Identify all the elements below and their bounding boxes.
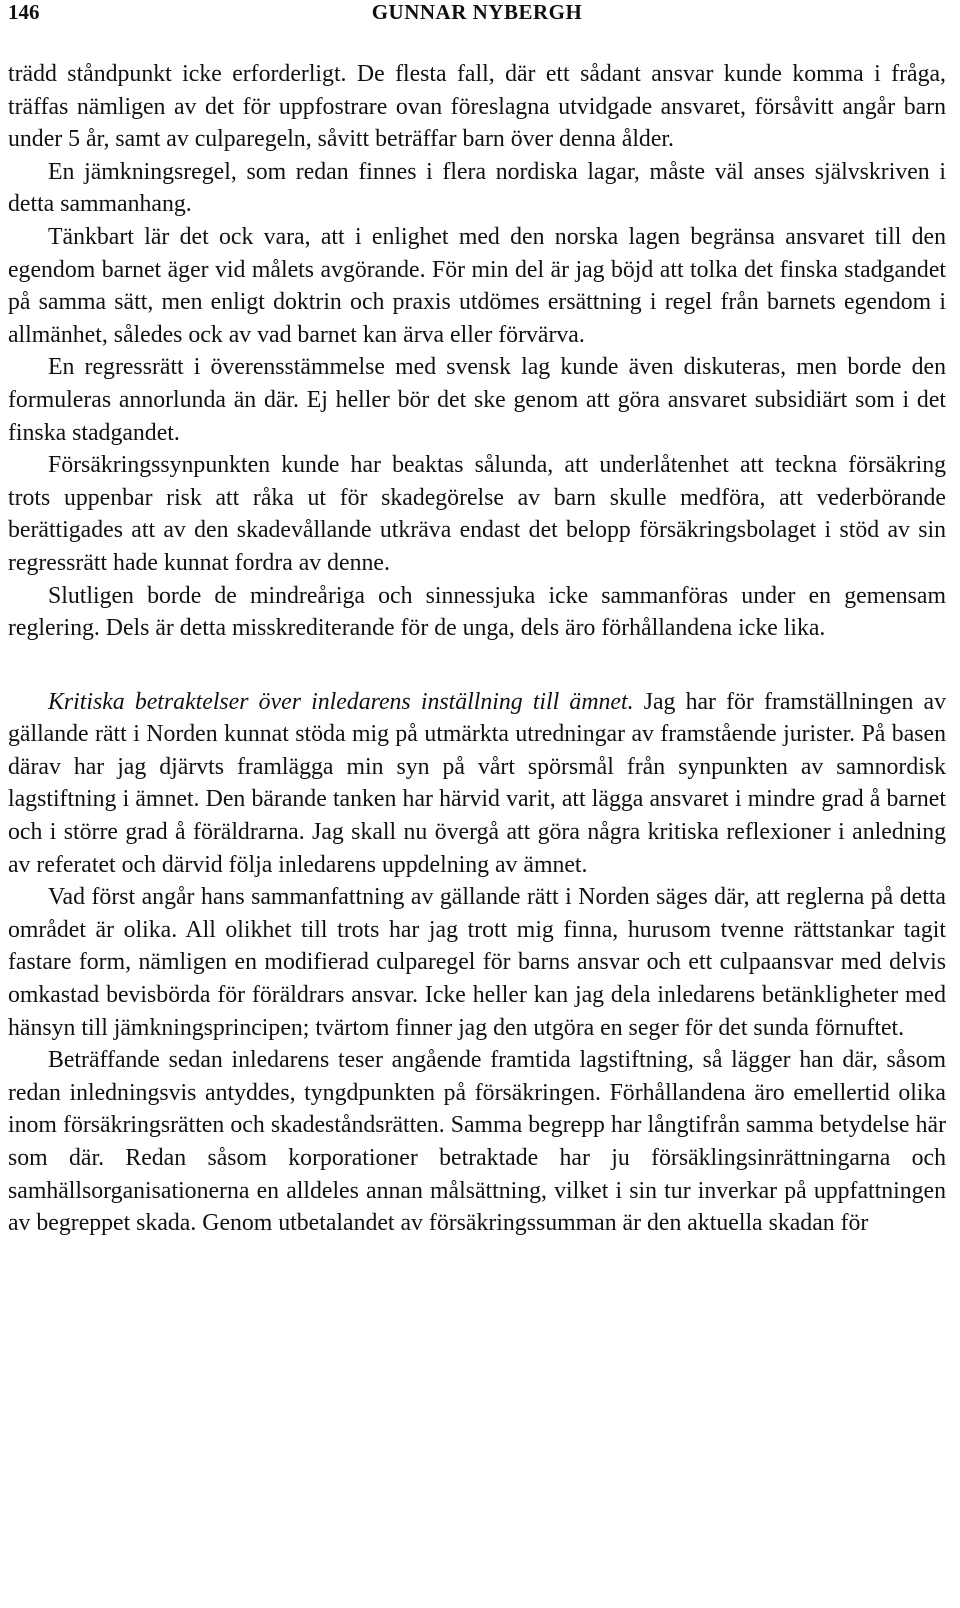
running-head: GUNNAR NYBERGH	[371, 0, 583, 24]
paragraph: Tänkbart lär det ock vara, att i enlighet med den norska lagen begränsa ansvaret till den egendom barnet äger vid målets avgörande. För min del är jag böjd att tolka det finska stadgandet på samma sätt, men enligt doktrin och praxis utdömes ersättning i regel från barnets egendom i allmänhet, således ock av vad barnet kan ärva eller förvärva.	[8, 223, 946, 348]
section-heading: Kritiska betraktelser över inledarens inställning till ämnet.	[48, 688, 634, 715]
paragraph: Försäkringssynpunkten kunde har beaktas sålunda, att underlåtenhet att teckna försäkring trots uppenbar risk att råka ut för skadegörelse av barn skulle medföra, att vederbörande berättigades att av den skadevållande utkräva endast det belopp försäkringsbolaget i stöd av sin regressrätt hade kunnat fordra av denne.	[8, 452, 946, 576]
body-text	[8, 58, 946, 1240]
section-paragraph	[8, 686, 946, 882]
paragraph: Slutligen borde de mindreåriga och sinnessjuka icke sammanföras under en gemensam reglering. Dels är detta misskrediterande för de unga, dels äro förhållandena icke lika.	[8, 582, 946, 642]
paragraph: En jämkningsregel, som redan finnes i flera nordiska lagar, måste väl anses självskriven i detta sammanhang.	[8, 158, 946, 218]
paragraph: Vad först angår hans sammanfattning av gällande rätt i Norden säges där, att reglerna på detta området är olika. All olikhet till trots har jag trott mig finna, hurusom tvenne rättstankar tagit fastare form, nämligen en modifierad culparegel för barns ansvar och ett culpaansvar med delvis omkastad bevisbörda för föräldrars ansvar. Icke heller kan jag dela inledarens betänkligheter med hänsyn till jämkningsprincipen; tvärtom finner jag den utgöra en seger för det sunda förnuftet.	[8, 884, 946, 1041]
section-paragraph-text: Jag har för framställningen av gällande rätt i Norden kunnat stöda mig på utmärkta utredningar av framstående jurister. På basen därav har jag djärvts framlägga min syn på vårt spörsmål från synpunkten av samnordisk lagstiftning i ämnet. Den bärande tanken har härvid varit, att lägga ansvaret i mindre grad å barnet och i större grad å föräldrarna. Jag skall nu övergå att göra några kritiska reflexioner i anledning av referatet och därvid följa inledarens uppdelning av ämnet.	[8, 688, 946, 878]
page-number: 146	[8, 0, 40, 24]
paragraph: Beträffande sedan inledarens teser angående framtida lagstiftning, så lägger han där, såsom redan inledningsvis antyddes, tyngdpunkten på försäkringen. Förhållandena äro emellertid olika inom försäkringsrätten och skadeståndsrätten. Samma begrepp har långtifrån samma betydelse här som där. Redan såsom korporationer betraktade har ju försäklingsinrättningarna och samhällsorganisationerna en alldeles annan målsättning, vilket i sin tur inverkar på uppfattningen av begreppet skada. Genom utbetalandet av försäkringssumman är den aktuella skadan för	[8, 1047, 946, 1237]
paragraph: trädd ståndpunkt icke erforderligt. De flesta fall, där ett sådant ansvar kunde komma i fråga, träffas nämligen av det för uppfostrare ovan föreslagna utvidgade ansvaret, försåvitt angår barn under 5 år, samt av culparegeln, såvitt beträffar barn över denna ålder.	[8, 61, 946, 153]
paragraph: En regressrätt i överensstämmelse med svensk lag kunde även diskuteras, men borde den formuleras annorlunda än där. Ej heller bör det ske genom att göra ansvaret subsidiärt som i det finska stadgandet.	[8, 354, 946, 446]
page-header	[8, 0, 946, 26]
